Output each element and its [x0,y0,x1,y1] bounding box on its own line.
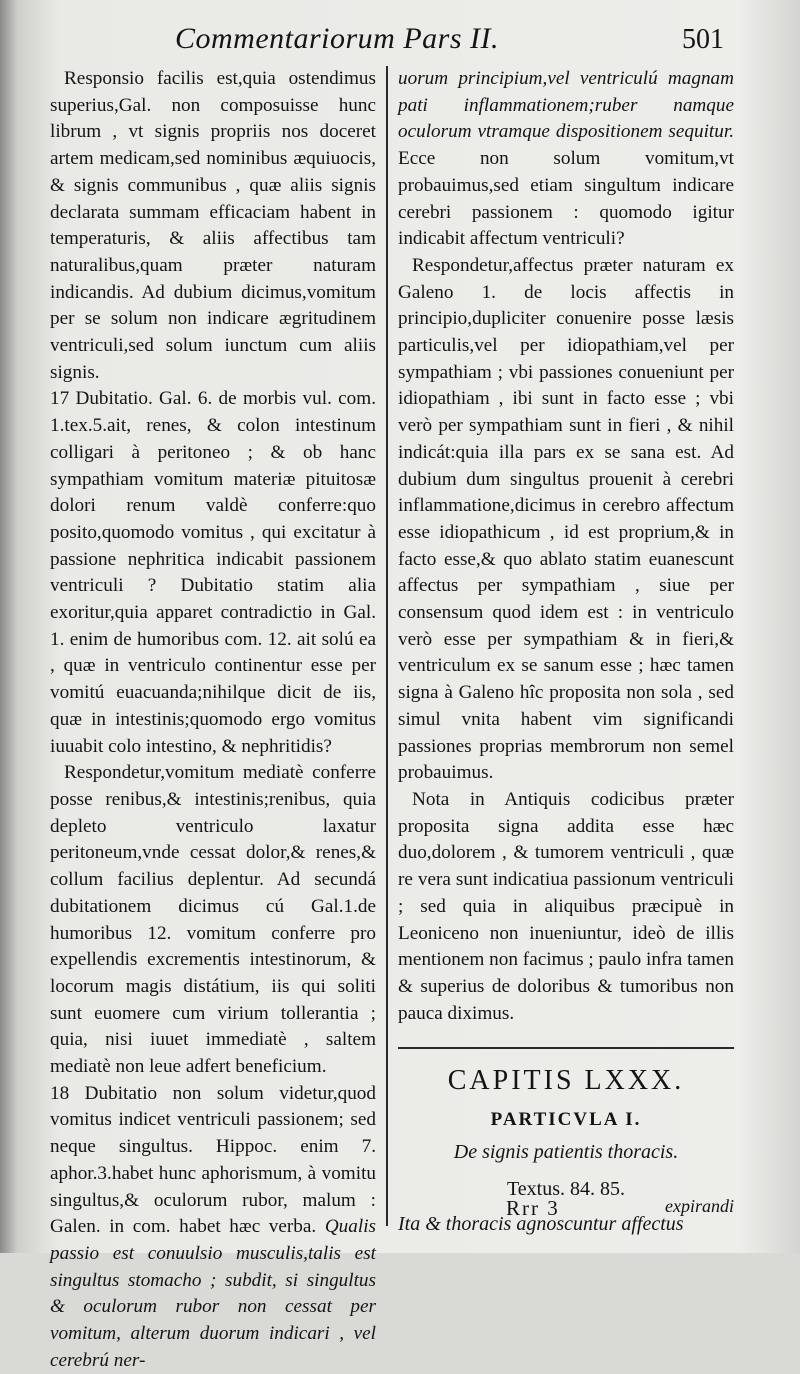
paragraph-dubitatio-18 [50,1081,376,1374]
page-header [0,18,800,58]
continuation-text: Ecce non solum vomitum,vt probauimus,sed etiam singultum indicare cerebri passionem : quomodo igitur indicabit affectum ventriculi? [398,148,734,250]
paragraph-respondetur: Respondetur,vomitum mediatè conferre posse renibus,& intestinis;renibus, quia depleto ventriculo laxatur peritoneum,vnde cessat dolor,& renes,& collum facilius deplentur. Ad secundá dubitationem dicimus cú Gal.1.de humoribus 12. vomitum conferre pro expellendis excrementis intestinorum, & locorum magis distátium, iis qui soliti sunt euomere cum virium tollerantia ; quia, nisi iuuet immediatè , saltem mediatè non leue adfert beneficium. [50,762,376,1078]
paragraph-continuation [398,66,734,253]
right-column [398,66,734,1236]
text-opening-line: Ita & thoracis agnoscuntur affectus [398,1213,684,1236]
chapter-heading: CAPITIS LXXX. [447,1065,685,1097]
paragraph-nota: Nota in Antiquis codicibus præter proposita signa addita esse hæc duo,dolorem , & tumorem ventriculi , quæ re vera sunt indicatiua passionum ventriculi ; sed quia in aliquibus præcipuè in Leoniceno non inueniuntur, ideò de illis mentionem non facimus ; paulo infra tamen & superius de doloribus & tumoribus non pauca diximus. [398,788,734,1024]
page-number: 501 [682,24,724,55]
paragraph-responsio: Responsio facilis est,quia ostendimus superius,Gal. non composuisse hunc librum , vt signis propriis nos doceret artem medicam,sed nominibus æquiuocis, & signis communibus , quæ aliis signis declarata summam efficaciam habent in temperaturis, & aliis affectibus tam naturalibus,quam præter naturam indicandis. Ad dubium dicimus,vomitum per se solum non indicare ægritudinem ventriculi,sed solum iunctum cum aliis signis. [50,68,376,383]
catchword: expirandi [665,1196,734,1216]
section-subtitle: De signis patientis thoracis. [453,1141,679,1164]
column-divider [386,66,388,1226]
paragraph-respondetur-affectus: Respondetur,affectus præter naturam ex Galeno 1. de locis affectis in principio,dupliciter conuenire posse læsis particulis,vel per idiopathiam,vel per sympathiam ; vbi passiones conueniunt per idiopathiam , ibi sunt in facto esse ; vbi verò per sympathiam sunt in fieri , & nihil indicát:quia illa pars ex se sana est. Ad dubium dum singultus prouenit à cerebri inflammatione,dicimus in cerebro affectum esse idiopathicum , id est proprium,& in facto esse,& quo ablato statim euanescunt affectus per sympathiam , siue per consensum quod idem est : in ventriculo verò esse per sympathiam & in fieri,& ventriculum ex se sanum esse ; hæc tamen signa à Galeno hîc proposita non sola , sed simul vnita habent vim significandi passiones proprias membrorum non semel probauimus. [398,254,734,784]
running-title: Commentariorum Pars II. [175,22,499,55]
continuation-quotation: uorum principium,vel ventriculú magnam pati inflammationem;ruber namque oculorum vtramque dispositionem sequitur. [398,68,734,143]
page-footer [398,1196,734,1226]
paragraph-dubitatio-17: 17 Dubitatio. Gal. 6. de morbis vul. com. 1.tex.5.ait, renes, & colon intestinum colligari à peritoneo ; & ob hanc sympathiam vomitum materiæ pituitosæ dolori renum valdè conferre:quo posito,quomodo vomitus , qui excitatur à passione nephritica indicabit passionem ventriculi ? Dubitatio statim alia exoritur,quia apparet contradictio in Gal. 1. enim de humoribus com. 12. ait solú ea , quæ in ventriculo continentur esse per vomitú euacuanda;nihilque dicit de iis, quæ in intestinis;quomodo ergo vomitus iuuabit colo intestino, & nephritidis? [50,388,376,757]
particula-heading: PARTICVLA I. [490,1109,642,1131]
signature-mark: Rrr 3 [506,1196,560,1220]
textus-reference: Textus. 84. 85. [506,1178,626,1201]
left-column [50,66,376,1374]
dubitatio-18-quotation: Qualis passio est conuulsio musculis,talis est singultus stomacho ; subdit, si singultus & oculorum rubor non cessat per vomitum, alterum duorum indicari , vel cerebrú ner- [50,1216,377,1371]
section-rule [398,1047,734,1049]
dubitatio-18-text: 18 Dubitatio non solum videtur,quod vomitus indicet ventriculi passionem; sed neque singultus. Hippoc. enim 7. aphor.3.habet hunc aphorismum, à vomitu singultus,& oculorum rubor, malum : Galen. in com. habet hæc verba. [50,1082,376,1238]
